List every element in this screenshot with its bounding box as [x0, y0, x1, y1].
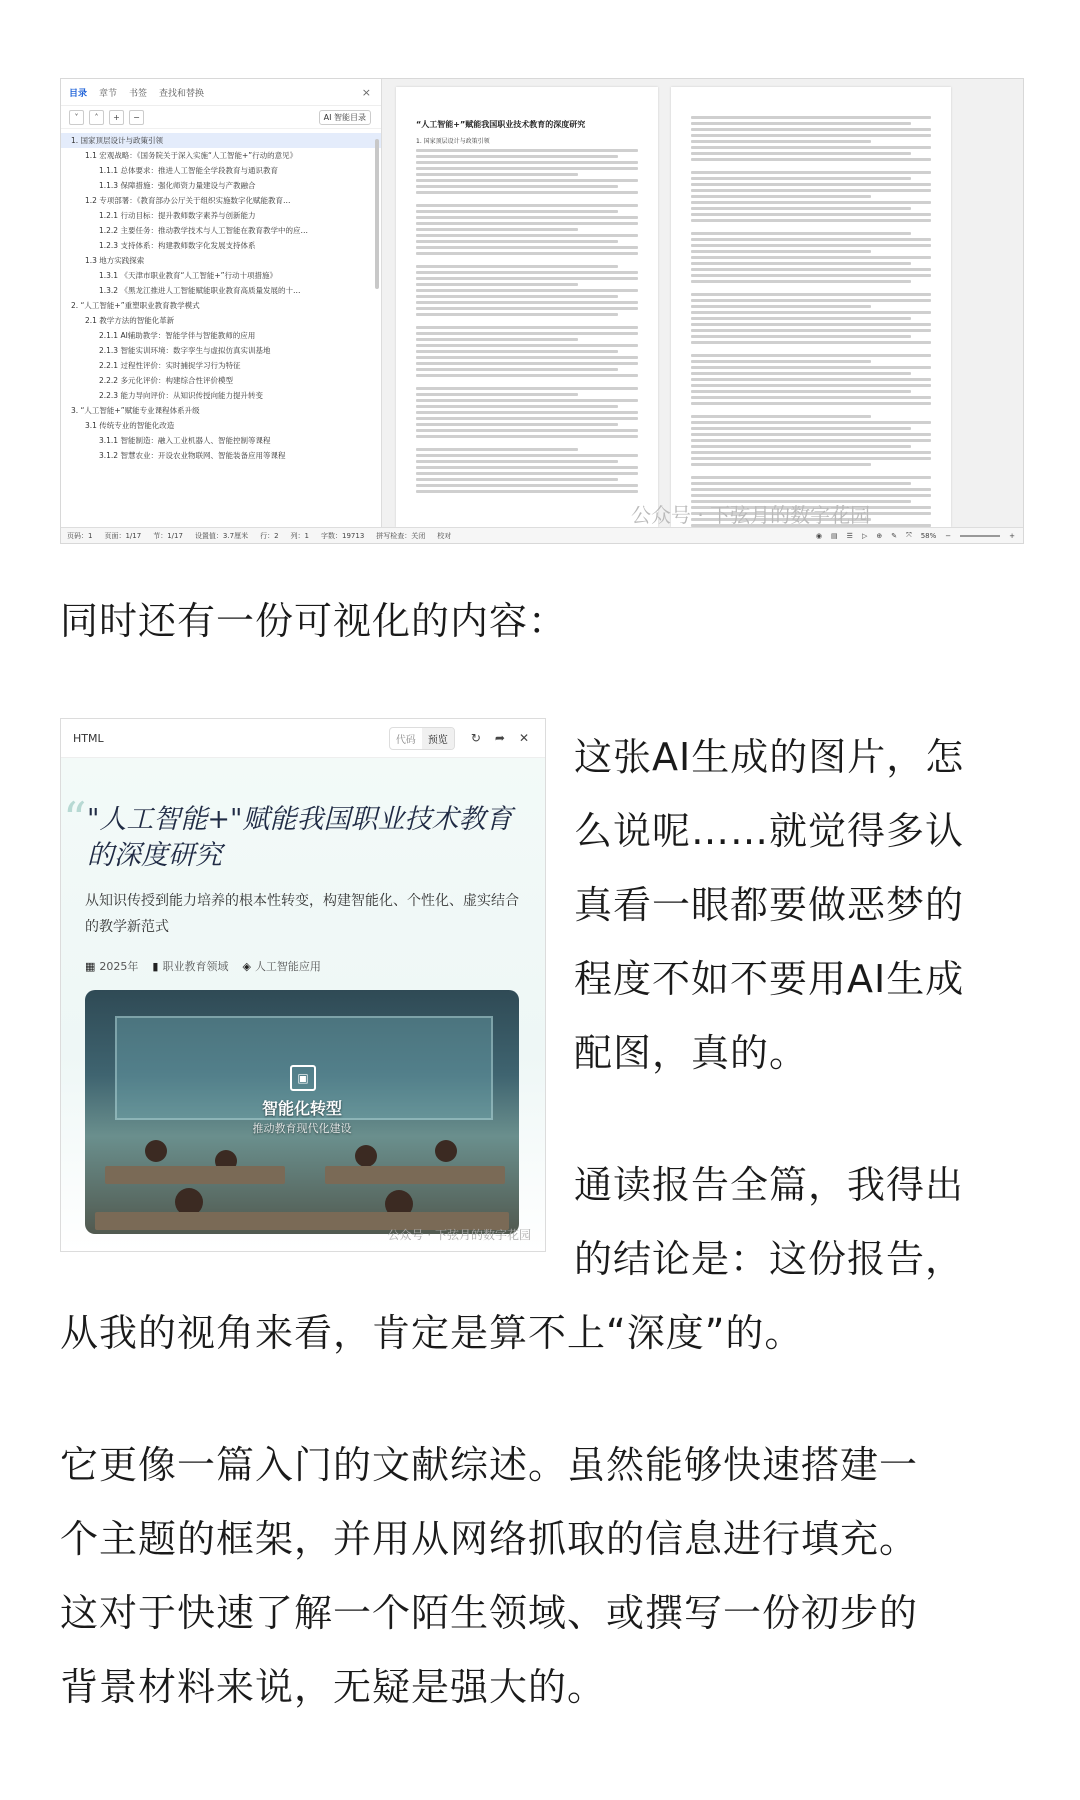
text-line: 这张AI生成的图片，怎 [574, 735, 965, 779]
text-line-placeholder [416, 313, 618, 316]
toc-item[interactable]: 1.2 专项部署：《教育部办公厅关于组织实施数字化赋能教育… [85, 196, 291, 205]
student-figure [435, 1140, 457, 1162]
text-line-placeholder [691, 311, 931, 314]
text-line: 么说呢……就觉得多认 [574, 809, 965, 853]
text-line-placeholder [691, 134, 931, 137]
text-line-placeholder [691, 207, 911, 210]
share-icon[interactable]: ➦ [494, 731, 505, 745]
text-line-placeholder [416, 191, 638, 194]
text-line-placeholder [416, 344, 638, 347]
close-icon[interactable]: ✕ [518, 731, 529, 745]
text-line-placeholder [691, 445, 911, 448]
text-line-placeholder [691, 232, 911, 235]
preview-subtitle: 从知识传授到能力培养的根本性转变，构建智能化、个性化、虚实结合的教学新范式 [85, 893, 519, 935]
toc-item[interactable]: 3.1 传统专业的智能化改造 [85, 421, 175, 430]
text-line-placeholder [691, 341, 931, 344]
preview-title: "人工智能+"赋能我国职业技术教育的深度研究 [87, 804, 513, 871]
text-line-placeholder [416, 460, 618, 463]
text-line-placeholder [691, 280, 911, 283]
text-line: 它更像一篇入门的文献综述。虽然能够快速搭建一 [60, 1443, 919, 1487]
ai-toc-button[interactable]: AI 智能目录 [319, 110, 371, 125]
zoom-in-icon[interactable]: + [1009, 531, 1015, 540]
meta-date-text: 2025年 [99, 960, 139, 973]
text-line-placeholder [691, 244, 931, 247]
text-line-placeholder [691, 128, 931, 131]
meta-date [85, 958, 138, 974]
text-line-placeholder [416, 466, 638, 469]
text-line: 真看一眼都要做恶梦的 [574, 883, 965, 927]
toc-item[interactable]: 1.3.1 《天津市职业教育“人工智能+”行动十项措施》 [99, 271, 278, 280]
image-caption: 智能化转型 [261, 1099, 342, 1118]
toc-item[interactable]: 1.1.1 总体要求：推进人工智能全学段教育与通识教育 [99, 166, 278, 175]
status-words[interactable]: 字数：19713 [321, 531, 365, 540]
watermark: 公众号 · 下弦月的数字花园 [631, 503, 871, 527]
play-icon[interactable]: ▷ [861, 531, 868, 540]
text-line-placeholder [691, 195, 871, 198]
add-icon[interactable]: + [109, 110, 124, 125]
conclusion-block [574, 1148, 964, 1296]
text-line-placeholder [691, 335, 911, 338]
text-line-placeholder [416, 350, 618, 353]
view-toggle [389, 727, 455, 750]
text-line-placeholder [691, 433, 931, 436]
text-line: 配图，真的。 [574, 1031, 809, 1075]
toc-item[interactable]: 2.1 教学方法的智能化革新 [85, 316, 175, 325]
robot-icon: ◈ [242, 960, 251, 973]
text-line: 背景材料来说，无疑是强大的。 [60, 1665, 607, 1709]
toc-item[interactable]: 3. “人工智能+”赋能专业课程体系升级 [71, 406, 200, 415]
text-line-placeholder [416, 204, 638, 207]
text-line-placeholder [691, 262, 911, 265]
remove-icon[interactable]: − [129, 110, 144, 125]
tab-find-replace[interactable]: 查找和替换 [159, 88, 205, 99]
text-line-placeholder [691, 177, 911, 180]
text-line: 通读报告全篇，我得出 [574, 1163, 965, 1207]
scrollbar[interactable] [375, 139, 379, 289]
text-line-placeholder [691, 396, 931, 399]
toc-item[interactable]: 1.3.2 《黑龙江推进人工智能赋能职业教育高质量发展的十… [99, 286, 301, 295]
fit-icon[interactable]: ⤧ [906, 531, 912, 539]
status-proof[interactable]: 校对 [437, 531, 452, 540]
text-line-placeholder [416, 283, 578, 286]
toc-toolbar [61, 106, 381, 129]
toc-item[interactable]: 1.2.3 支持体系：构建教师数字化发展支持体系 [99, 241, 256, 250]
text-line-placeholder [416, 490, 638, 493]
text-line-placeholder [416, 252, 638, 255]
toc-item[interactable]: 3.1.2 智慧农业：开设农业物联网、智能装备应用等课程 [99, 451, 286, 460]
text-line-placeholder [691, 354, 931, 357]
toc-item[interactable]: 2.1.1 AI辅助教学：智能学伴与智能教师的应用 [99, 331, 256, 340]
page-heading: 1. 国家顶层设计与政策引领 [416, 138, 490, 145]
tab-bookmarks[interactable]: 书签 [129, 88, 148, 99]
text-line-placeholder [691, 421, 931, 424]
status-col: 列：1 [290, 531, 310, 540]
toc-item[interactable]: 2.2.1 过程性评价：实时捕捉学习行为特征 [99, 361, 241, 370]
text-line-placeholder [416, 179, 638, 182]
preview-meta [85, 958, 321, 974]
text-line-placeholder [691, 201, 931, 204]
zoom-slider[interactable] [960, 535, 1000, 537]
text-line-placeholder [691, 213, 931, 216]
text-line-placeholder [691, 329, 931, 332]
globe-icon[interactable]: ⊕ [876, 531, 883, 540]
bookmark-icon: ▮ [152, 960, 159, 973]
text-line-placeholder [691, 116, 931, 119]
text-line-placeholder [416, 478, 618, 481]
text-line-placeholder [416, 454, 638, 457]
watermark: 公众号 · 下弦月的数字花园 [387, 1228, 531, 1242]
text-line-placeholder [691, 299, 931, 302]
text-line-placeholder [416, 246, 638, 249]
text-line-placeholder [416, 332, 638, 335]
quote-mark-icon: “ [63, 792, 87, 846]
toc-list [61, 129, 381, 463]
collapse-icon[interactable]: ˅ [69, 110, 84, 125]
desk [325, 1166, 505, 1184]
text-line-placeholder [416, 301, 638, 304]
tab-chapters[interactable]: 章节 [99, 88, 118, 99]
text-line-placeholder [416, 228, 578, 231]
text-line-placeholder [691, 317, 911, 320]
text-line-placeholder [416, 326, 638, 329]
text-line-placeholder [416, 307, 638, 310]
document-page-2 [671, 87, 951, 527]
status-row: 行：2 [260, 531, 279, 540]
calendar-icon: ▦ [85, 960, 96, 973]
text-line-placeholder [416, 271, 638, 274]
text-line-placeholder [416, 173, 578, 176]
code-tab[interactable]: 代码 [395, 734, 416, 746]
text-line-placeholder [416, 216, 638, 219]
toc-item[interactable]: 1.3 地方实践探索 [85, 256, 145, 265]
text-line-placeholder [416, 435, 638, 438]
conclusion-line: 从我的视角来看，肯定是算不上“深度”的。 [60, 1311, 804, 1355]
page-view-icon[interactable]: ▤ [831, 531, 838, 540]
text-line-placeholder [691, 427, 911, 430]
toc-item[interactable]: 2. “人工智能+”重塑职业教育教学模式 [71, 301, 200, 310]
toc-tabs [61, 79, 381, 106]
text-line-placeholder [691, 189, 931, 192]
chip-icon: ▣ [290, 1065, 316, 1091]
text-line-placeholder [416, 185, 618, 188]
toc-item[interactable]: 1.1 宏观战略：《国务院关于深入实施“人工智能+”行动的意见》 [85, 151, 298, 160]
text-line-placeholder [416, 423, 618, 426]
text-line-placeholder [416, 417, 638, 420]
text-line-placeholder [691, 463, 871, 466]
text-line-placeholder [416, 167, 638, 170]
text-line-placeholder [691, 439, 931, 442]
text-line-placeholder [416, 155, 618, 158]
text-line-placeholder [691, 402, 931, 405]
text-line-placeholder [691, 268, 931, 271]
meta-field-text: 职业教育领域 [162, 960, 229, 973]
text-line-placeholder [691, 238, 931, 241]
text-line-placeholder [691, 384, 931, 387]
list-view-icon[interactable]: ☰ [846, 531, 853, 540]
text-line-placeholder [416, 387, 638, 390]
text-line-placeholder [416, 161, 638, 164]
text-line: 个主题的框架，并用从网络抓取的信息进行填充。 [60, 1517, 919, 1561]
text-line-placeholder [691, 415, 871, 418]
text-line-placeholder [691, 457, 931, 460]
text-line-placeholder [416, 484, 638, 487]
text-line-placeholder [691, 256, 931, 259]
text-line-placeholder [691, 293, 931, 296]
refresh-icon[interactable]: ↻ [470, 731, 481, 745]
text-line-placeholder [691, 140, 871, 143]
lead-text: 同时还有一份可视化的内容： [60, 599, 568, 643]
text-line-placeholder [691, 390, 911, 393]
status-pages: 页面：1/17 [104, 531, 142, 540]
expand-icon[interactable]: ˄ [89, 110, 104, 125]
preview-actions [471, 731, 529, 745]
text-line-placeholder [416, 472, 638, 475]
toc-item[interactable]: 2.2.2 多元化评价：构建综合性评价模型 [99, 376, 233, 385]
tab-toc[interactable]: 目录 [69, 88, 88, 99]
status-setting: 设置值：3.7厘米 [194, 531, 249, 540]
page-text-block [671, 116, 951, 527]
text-line: 的结论是：这份报告， [574, 1237, 965, 1281]
eye-icon[interactable]: ◉ [815, 531, 823, 540]
text-line-placeholder [416, 222, 638, 225]
student-figure [355, 1145, 377, 1167]
text-line-placeholder [416, 240, 618, 243]
text-line-placeholder [416, 374, 638, 377]
text-line-placeholder [691, 323, 931, 326]
text-line-placeholder [691, 488, 931, 491]
html-preview-screenshot [60, 718, 546, 1252]
text-line-placeholder [416, 356, 638, 359]
text-line-placeholder [416, 265, 618, 268]
text-line-placeholder [416, 295, 618, 298]
document-page-1 [396, 87, 658, 527]
page-title: “人工智能+”赋能我国职业技术教育的深度研究 [416, 120, 586, 129]
toc-panel [61, 79, 382, 527]
toc-item[interactable]: 2.2.3 能力导向评价：从知识传授向能力提升转变 [99, 391, 263, 400]
text-line-placeholder [416, 338, 578, 341]
preview-label: HTML [73, 731, 104, 745]
text-line-placeholder [416, 405, 618, 408]
text-line-placeholder [691, 146, 931, 149]
text-line-placeholder [691, 482, 911, 485]
text-line-placeholder [691, 183, 931, 186]
text-line-placeholder [416, 289, 638, 292]
text-line-placeholder [691, 476, 931, 479]
text-line-placeholder [416, 393, 578, 396]
status-page: 页码：1 [67, 531, 93, 540]
text-line-placeholder [416, 448, 578, 451]
text-line-placeholder [416, 399, 638, 402]
text-line-placeholder [691, 360, 871, 363]
close-icon[interactable]: × [361, 85, 371, 99]
classroom-image [85, 990, 519, 1234]
pen-icon[interactable]: ✎ [891, 531, 898, 540]
zoom-level[interactable]: 58% [920, 531, 937, 540]
text-line-placeholder [691, 122, 911, 125]
toc-item[interactable]: 3.1.1 智能制造：融入工业机器人、智能控制等课程 [99, 436, 271, 445]
status-spell[interactable]: 拼写检查：关闭 [376, 531, 426, 540]
text-line-placeholder [416, 429, 638, 432]
text-line-placeholder [691, 219, 931, 222]
toc-item[interactable]: 1. 国家顶层设计与政策引领 [61, 133, 381, 148]
commentary-block [574, 720, 964, 1090]
text-line-placeholder [416, 149, 638, 152]
text-line-placeholder [416, 411, 638, 414]
text-line-placeholder [691, 494, 931, 497]
image-subcaption: 推动教育现代化建设 [252, 1122, 352, 1135]
text-line-placeholder [691, 152, 911, 155]
toc-item[interactable]: 2.1.3 智能实训环境：数字孪生与虚拟仿真实训基地 [99, 346, 271, 355]
text-line-placeholder [691, 250, 871, 253]
preview-body [61, 758, 545, 1251]
text-line-placeholder [416, 368, 618, 371]
toc-item[interactable]: 1.2.1 行动目标：提升教师数字素养与创新能力 [99, 211, 256, 220]
editor-screenshot [60, 78, 1024, 544]
toc-item[interactable]: 1.2.2 主要任务：推动教学技术与人工智能在教育教学中的应… [99, 226, 308, 235]
text-line-placeholder [416, 277, 638, 280]
desk [105, 1166, 285, 1184]
student-figure [145, 1140, 167, 1162]
text-line-placeholder [691, 171, 931, 174]
paragraph [60, 1428, 918, 1724]
text-line-placeholder [691, 372, 911, 375]
meta-topic [242, 958, 320, 974]
text-line-placeholder [691, 366, 931, 369]
text-line-placeholder [691, 158, 931, 161]
status-right [816, 531, 1015, 540]
status-bar [61, 527, 1023, 543]
text-line-placeholder [691, 274, 931, 277]
text-line-placeholder [691, 305, 871, 308]
text-line-placeholder [691, 378, 931, 381]
status-section: 节：1/17 [153, 531, 183, 540]
meta-topic-text: 人工智能应用 [254, 960, 321, 973]
text-line: 程度不如不要用AI生成 [574, 957, 965, 1001]
text-line-placeholder [691, 451, 931, 454]
text-line: 这对于快速了解一个陌生领域、或撰写一份初步的 [60, 1591, 919, 1635]
text-line-placeholder [416, 234, 638, 237]
meta-field [152, 958, 228, 974]
preview-toolbar [61, 719, 545, 758]
toc-item[interactable]: 1.1.3 保障措施：强化师资力量建设与产教融合 [99, 181, 256, 190]
text-line-placeholder [416, 210, 618, 213]
zoom-out-icon[interactable]: − [945, 531, 952, 540]
preview-tab[interactable]: 预览 [422, 728, 454, 749]
page-text-block [396, 149, 658, 493]
text-line-placeholder [416, 362, 638, 365]
